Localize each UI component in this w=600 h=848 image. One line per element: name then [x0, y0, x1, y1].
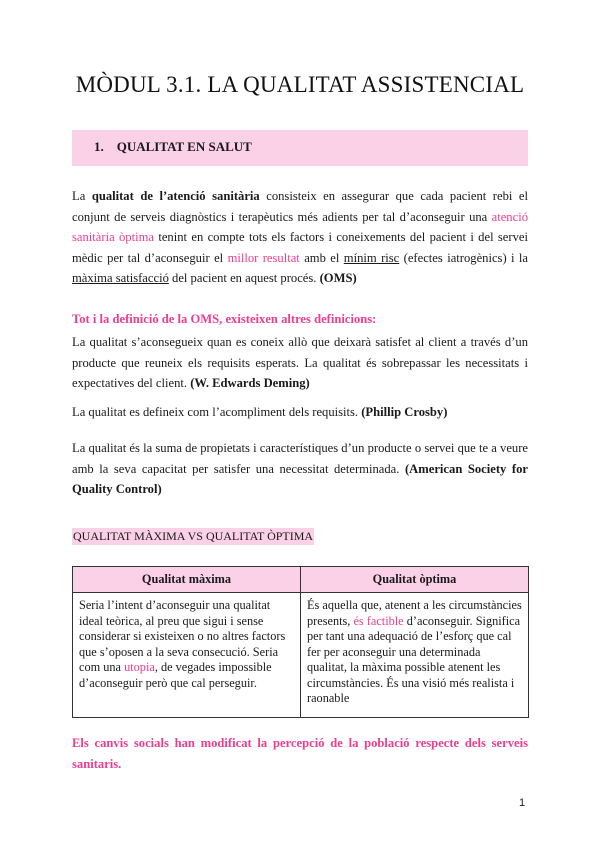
closing-statement: Els canvis socials han modificat la percepció de la població respecte dels serveis sanitaris. [72, 736, 528, 771]
other-definitions-heading: Tot i la definició de la OMS, existeixen altres definicions: [72, 312, 377, 326]
page-number: 1 [519, 797, 526, 809]
table-header-row [73, 567, 529, 593]
oms-definition-paragraph: La qualitat de l’atenció sanitària consisteix en assegurar que cada pacient rebi el conjunt de serveis diagnòstics i terapèutics més adients per tal d’aconseguir una atenció sanitària òptima tenint en compte tots els factors i coneixements del pacient i del servei mèdic per tal d’aconseguir el millor resultat amb el mínim risc (efectes iatrogènics) i la màxima satisfacció del pacient en aquest procés. (OMS) [72, 189, 529, 285]
header-maxima: Qualitat màxima [73, 567, 301, 593]
section-heading [72, 130, 528, 166]
deming-definition: La qualitat s’aconsegueix quan es coneix allò que deixarà satisfet al client a través d’un producte que reuneix els requisits esperats. La qualitat és sobrepassar les necessitats i expectatives del client. (W. Edwards Deming) [72, 335, 528, 390]
asqc-definition: La qualitat és la suma de propietats i característiques d’un producte o servei que te a veure amb la seva capacitat per satisfer una necessitat determinada. (American Society for Quality Control) [72, 441, 528, 496]
cell-maxima: Seria l’intent d’aconseguir una qualitat ideal teòrica, al preu que sigui i sense considerar si existeixen o no altres factors que s’oposen a la seva consecució. Seria com una utopia, de vegades impossible d’aconseguir però que cal perseguir. [73, 593, 301, 718]
header-optima: Qualitat òptima [301, 567, 529, 593]
table-row [73, 593, 529, 718]
quality-comparison-table [72, 566, 529, 718]
page-title: MÒDUL 3.1. LA QUALITAT ASSISTENCIAL [75, 72, 525, 97]
section-heading-text: 1. QUALITAT EN SALUT [94, 139, 252, 154]
cell-optima: És aquella que, atenent a les circumstàncies presents, és factible d’aconseguir. Significa per tant una adequació de l’esforç que cal fer per aconseguir una determinada qualitat, la màxima possible atenent les circumstàncies. És una visió més realista i raonable [301, 593, 529, 718]
crosby-definition: La qualitat es defineix com l’acompliment dels requisits. (Phillip Crosby) [72, 405, 448, 419]
comparison-heading: QUALITAT MÀXIMA VS QUALITAT ÒPTIMA [73, 529, 314, 543]
